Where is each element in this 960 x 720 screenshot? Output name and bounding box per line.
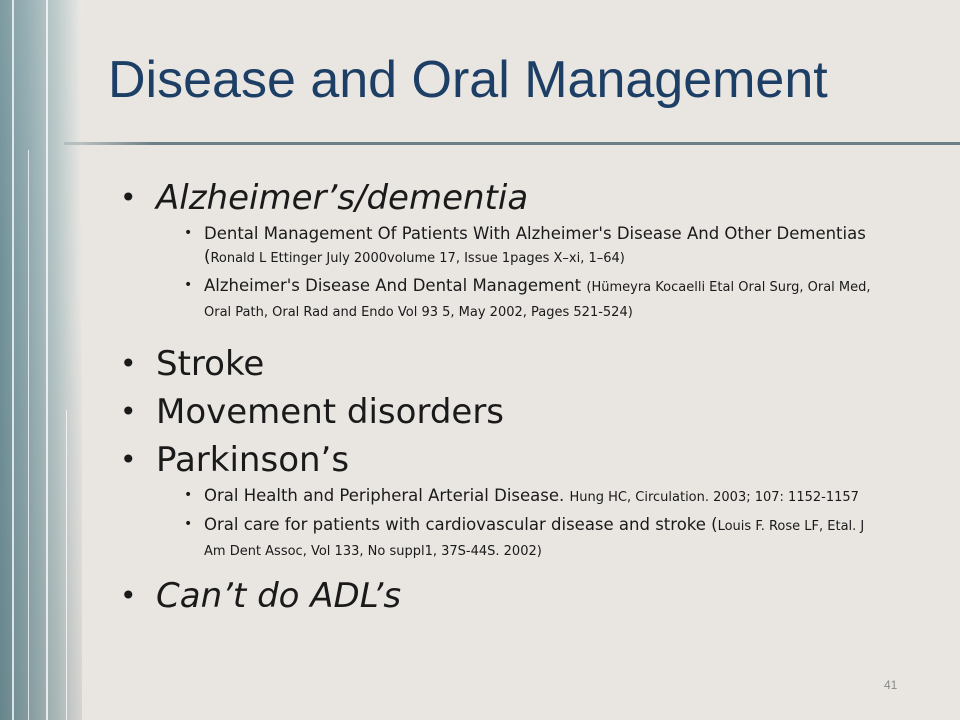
sub-bullet <box>204 274 874 324</box>
bullet-cant-do-adls: • Can’t do ADL’s <box>120 576 910 616</box>
decorative-vertical-line <box>12 0 14 720</box>
decorative-vertical-line <box>46 0 48 720</box>
sub-bullet-list <box>120 484 910 563</box>
sub-bullet-reference: Louis F. Rose LF, Etal. J Am Dent Assoc, Vol 133, No suppl1, 37S-44S. 2002) <box>204 519 865 559</box>
sub-bullet-main: Oral Health and Peripheral Arterial Disease. <box>204 486 570 505</box>
bullet-movement-disorders: • Movement disorders <box>120 392 910 432</box>
sub-bullet <box>204 484 874 509</box>
title-underline <box>64 142 960 145</box>
slide-title: Disease and Oral Management <box>108 51 828 109</box>
page-number: 41 <box>884 678 898 692</box>
sub-bullet-reference: Ronald L Ettinger July 2000volume 17, Issue 1pages X–xi, 1–64) <box>210 251 625 266</box>
sub-bullet-main: Alzheimer's Disease And Dental Management <box>204 276 587 295</box>
sub-bullet-reference: Hung HC, Circulation. 2003; 107: 1152-1157 <box>569 490 859 505</box>
bullet-parkinsons: • Parkinson’s <box>120 440 910 480</box>
sub-bullet <box>204 222 874 270</box>
bullet-alzheimers: • Alzheimer’s/dementia <box>120 178 910 218</box>
sub-bullet-list <box>120 222 910 324</box>
decorative-vertical-line <box>66 410 67 720</box>
sub-bullet <box>204 513 874 563</box>
sub-bullet-main: Oral care for patients with cardiovascular disease and stroke ( <box>204 515 718 534</box>
sub-bullet-reference: (Hümeyra Kocaelli Etal Oral Surg, Oral Med, Oral Path, Oral Rad and Endo Vol 93 5, May 2002, Pages 521-524) <box>204 280 871 320</box>
bullet-list <box>120 178 910 616</box>
bullet-stroke: • Stroke <box>120 344 910 384</box>
sub-bullet-main: Dental Management Of Patients With Alzheimer's Disease And Other Dementias ( <box>204 224 866 266</box>
decorative-vertical-line <box>28 150 29 720</box>
